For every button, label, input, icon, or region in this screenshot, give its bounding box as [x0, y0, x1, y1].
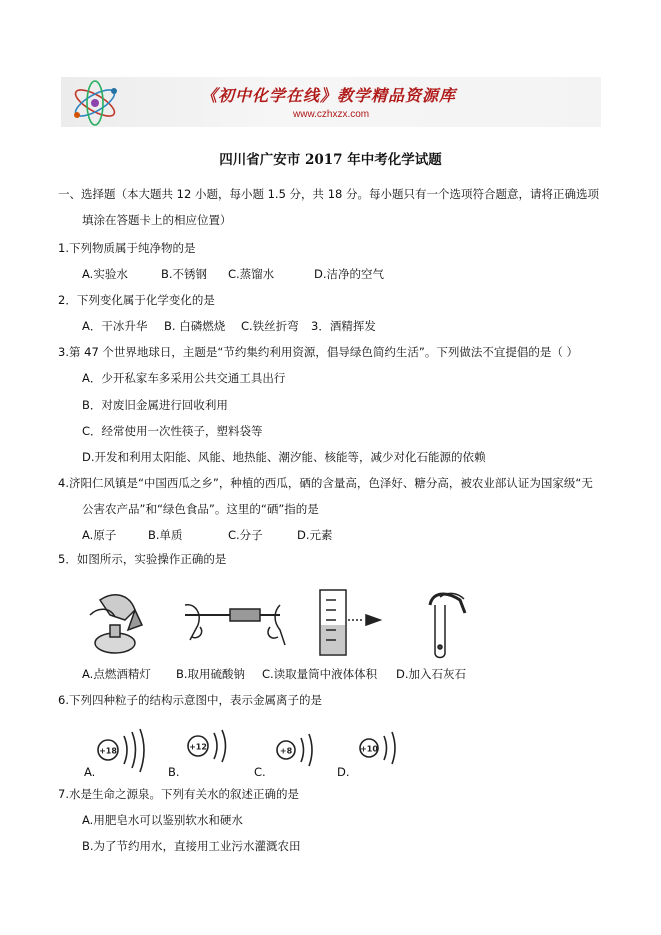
document-title: 四川省广安市 2017 年中考化学试题: [219, 152, 442, 168]
nucleus-label-a: +18: [99, 746, 117, 756]
section-instruction-line2: 填涂在答题卡上的相应位置）: [82, 213, 232, 227]
question-6-stem: 6.下列四种粒子的结构示意图中，表示金属离子的是: [58, 693, 322, 707]
question-2-stem: 2．下列变化属于化学变化的是: [58, 293, 215, 307]
q3-option-c: C．经常使用一次性筷子，塑料袋等: [82, 424, 263, 438]
atom-logo-icon: [67, 79, 127, 127]
q2-option-c: C.铁丝折弯: [241, 319, 299, 333]
q6-option-d: D.: [337, 765, 350, 779]
q1-option-d: D.洁净的空气: [314, 267, 385, 281]
q1-option-a: A.实验水: [82, 267, 128, 281]
q6-structure-diagrams: [86, 728, 406, 776]
question-7-stem: 7.水是生命之源泉。下列有关水的叙述正确的是: [58, 787, 299, 801]
nucleus-label-c: +8: [279, 746, 293, 756]
q5-option-c: C.读取量筒中液体体积: [262, 667, 378, 681]
q6-option-b: B.: [168, 765, 180, 779]
question-5-stem: 5．如图所示，实验操作正确的是: [58, 552, 227, 566]
nucleus-label-b: +12: [189, 742, 207, 752]
question-3-stem: 3.第 47 个世界地球日，主题是“节约集约利用资源，倡导绿色简约生活”。下列做法不宜提倡的是（ ）: [58, 345, 578, 359]
test-tube-figure: [430, 593, 465, 657]
q6-option-a: A.: [84, 765, 96, 779]
q5-figures: [80, 585, 480, 660]
q4-option-d: D.元素: [297, 528, 333, 542]
q4-option-b: B.单质: [148, 528, 183, 542]
q2-option-b: B. 白磷燃烧: [164, 319, 226, 333]
atom-structure-b: [188, 730, 226, 762]
question-1-stem: 1.下列物质属于纯净物的是: [58, 241, 196, 255]
q1-option-b: B.不锈钢: [161, 267, 208, 281]
question-4-stem-line2: 公害农产品”和“绿色食品”。这里的“硒”指的是: [82, 502, 319, 516]
q2-option-d: 3．酒精挥发: [311, 319, 376, 333]
banner-url: www.czhxzx.com: [293, 109, 370, 120]
alcohol-lamp-figure: [90, 595, 142, 653]
q7-option-b: B.为了节约用水，直接用工业污水灌溉农田: [82, 839, 301, 853]
atom-structure-d: [360, 732, 395, 764]
q5-option-d: D.加入石灰石: [396, 667, 467, 681]
q3-option-d: D.开发和利用太阳能、风能、地热能、潮汐能、核能等，减少对化石能源的依赖: [82, 450, 486, 464]
header-banner: [61, 77, 601, 127]
question-4-stem-line1: 4.济阳仁风镇是“中国西瓜之乡”，种植的西瓜，硒的含量高，色泽好、糖分高，被农业部认证为国家级“无: [58, 476, 593, 490]
tweezers-figure: [185, 605, 285, 645]
section-instruction-line1: 一、选择题（本大题共 12 小题，每小题 1.5 分，共 18 分。每小题只有一个选项符合题意，请将正确选项: [58, 187, 599, 201]
banner-title: 《初中化学在线》教学精品资源库: [201, 86, 457, 105]
nucleus-label-d: +10: [360, 744, 378, 754]
q3-option-b: B．对废旧金属进行回收利用: [82, 398, 228, 412]
q4-option-c: C.分子: [228, 528, 263, 542]
q5-option-a: A.点燃酒精灯: [82, 667, 151, 681]
q7-option-a: A.用肥皂水可以鉴别软水和硬水: [82, 813, 243, 827]
q5-option-b: B.取用硫酸钠: [176, 667, 246, 681]
graduated-cylinder-figure: [320, 590, 380, 655]
atom-structure-a: [98, 729, 144, 772]
q3-option-a: A．少开私家车多采用公共交通工具出行: [82, 371, 286, 385]
atom-structure-c: [277, 734, 312, 766]
q6-option-c: C.: [254, 765, 266, 779]
q4-option-a: A.原子: [82, 528, 117, 542]
q1-option-c: C.蒸馏水: [228, 267, 275, 281]
q2-option-a: A．干冰升华: [82, 319, 148, 333]
